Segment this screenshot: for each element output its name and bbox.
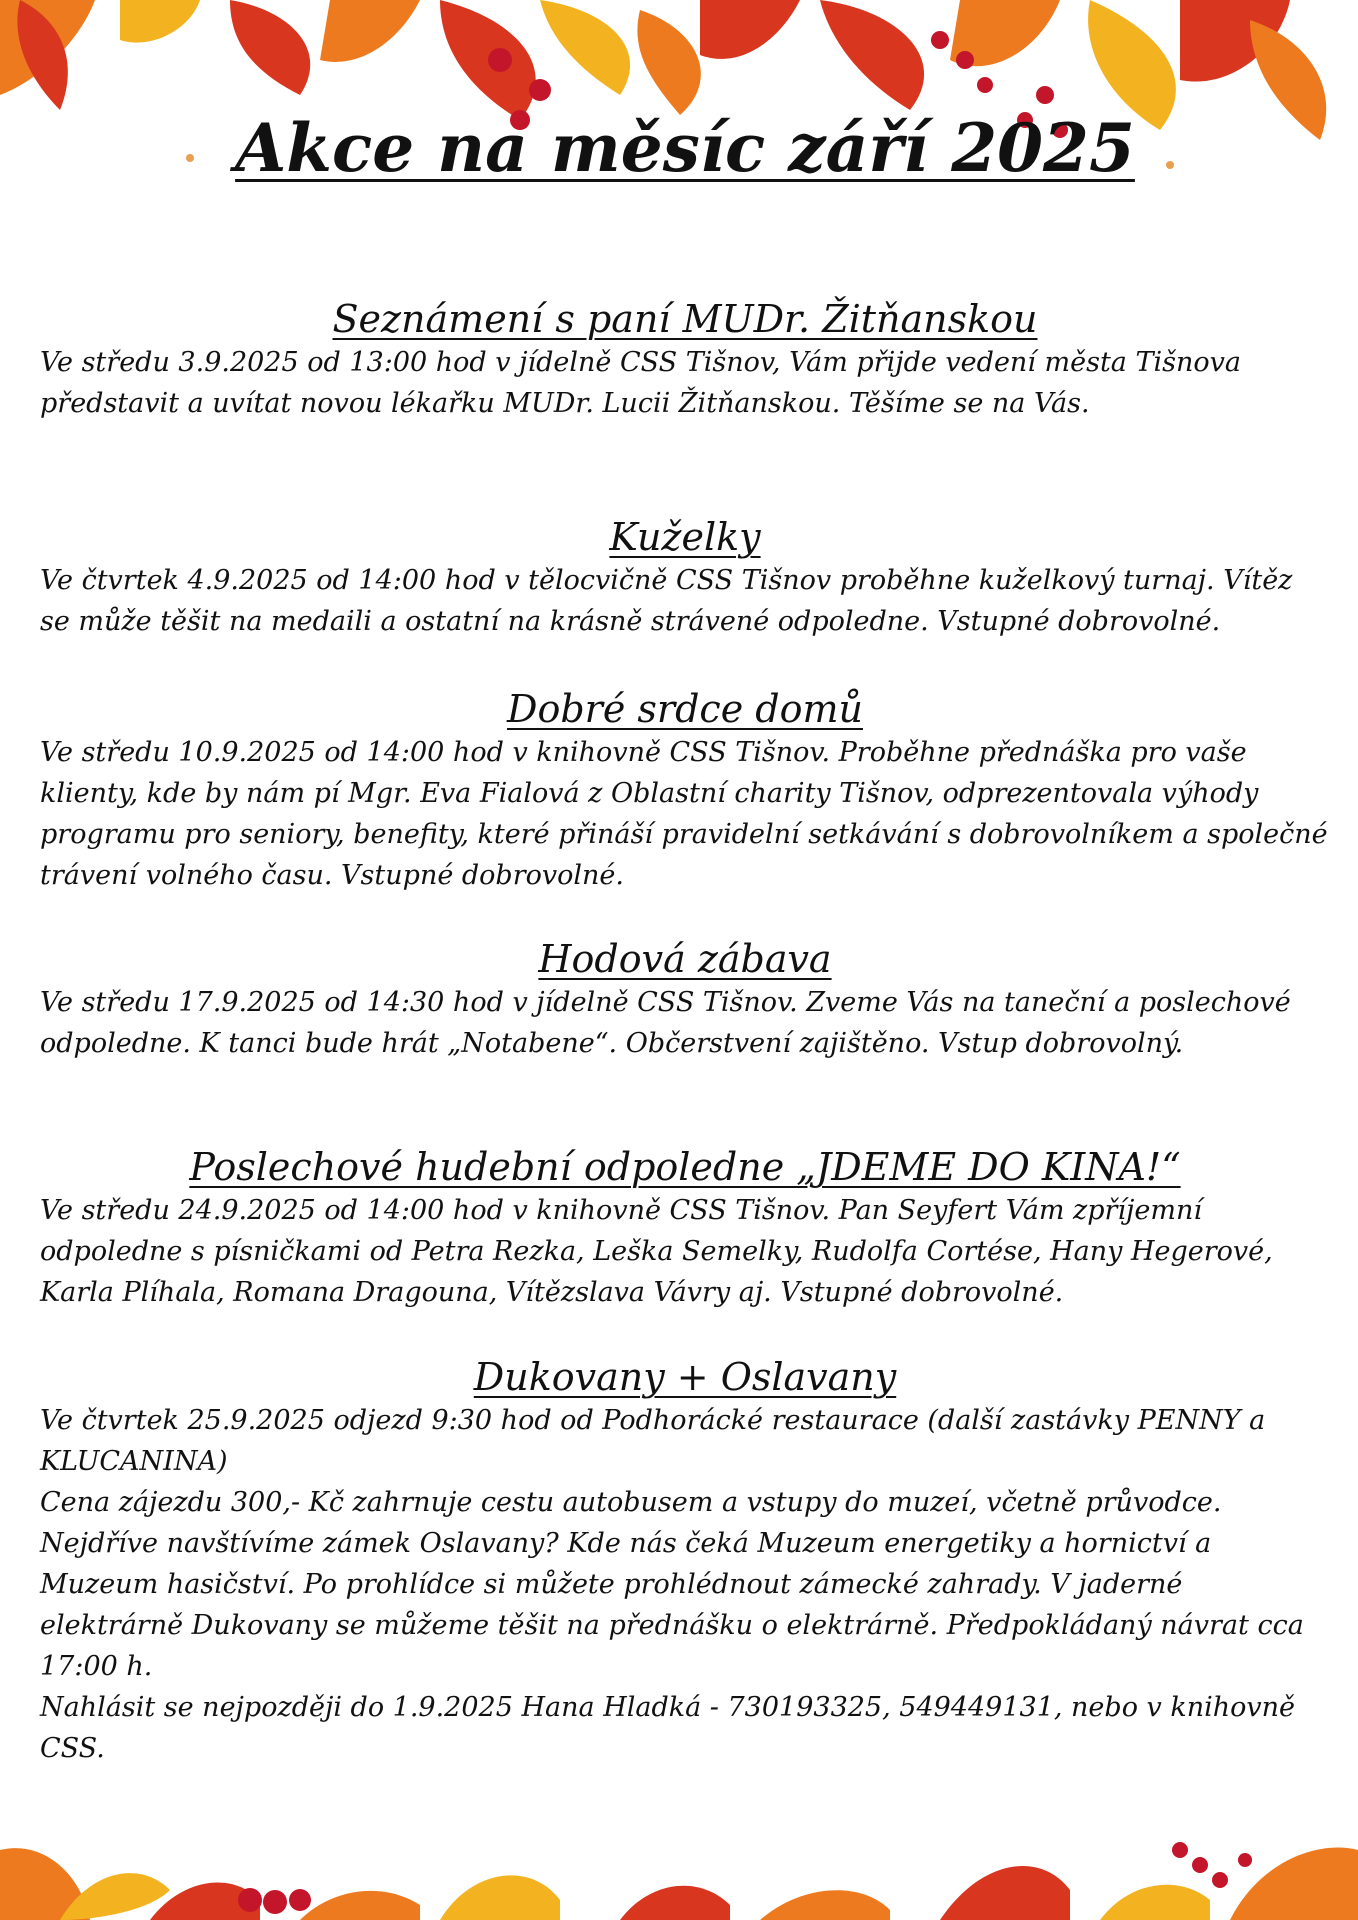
event-description: Cena zájezdu 300,- Kč zahrnuje cestu autobusem a vstupy do muzeí, včetně průvodce. Nejdříve navštívíme zámek Oslavany? Kde nás čeká Muzeum energetiky a hornictví a Muzeum hasičství. Po prohlídce si můžete prohlédnout zámecké zahrady. V jaderné elektrárně Dukovany se můžeme těšit na přednášku o elektrárně. Předpokládaný návrat cca 17:00 h.: [40, 1487, 1304, 1682]
event-description: Ve čtvrtek 25.9.2025 odjezd 9:30 hod od Podhorácké restaurace (další zastávky PENNY a KLUCANINA): [40, 1405, 1266, 1477]
event-section: [40, 514, 1330, 642]
autumn-leaves-bottom-border: [0, 1790, 1358, 1920]
event-heading: Dobré srdce domů: [507, 687, 863, 731]
event-section: [40, 686, 1330, 896]
event-description: Ve středu 24.9.2025 od 14:00 hod v knihovně CSS Tišnov. Pan Seyfert Vám zpříjemní odpoledne s písničkami od Petra Rezka, Leška Semelky, Rudolfa Cortése, Hany Hegerové, Karla Plíhala, Romana Dragouna, Vítězslava Vávry aj. Vstupné dobrovolné.: [40, 1195, 1273, 1308]
event-heading: Dukovany + Oslavany: [473, 1355, 897, 1399]
event-heading: Kuželky: [609, 515, 761, 559]
event-description: Nahlásit se nejpozději do 1.9.2025 Hana Hladká - 730193325, 549449131, nebo v knihovně CSS.: [40, 1692, 1296, 1764]
event-heading: Seznámení s paní MUDr. Žitňanskou: [332, 297, 1038, 341]
event-description: Ve středu 10.9.2025 od 14:00 hod v knihovně CSS Tišnov. Proběhne přednáška pro vaše klienty, kde by nám pí Mgr. Eva Fialová z Oblastní charity Tišnov, odprezentovala výhody programu pro seniory, benefity, které přináší pravidelní setkávání s dobrovolníkem a společné trávení volného času. Vstupné dobrovolné.: [40, 737, 1328, 891]
event-description: Ve středu 3.9.2025 od 13:00 hod v jídelně CSS Tišnov, Vám přijde vedení města Tišnova představit a uvítat novou lékařku MUDr. Lucii Žitňanskou. Těšíme se na Vás.: [40, 347, 1241, 419]
event-section: [40, 1354, 1330, 1769]
event-heading: Poslechové hudební odpoledne „JDEME DO KINA!“: [189, 1145, 1181, 1189]
event-section: [40, 1144, 1330, 1313]
event-heading: Hodová zábava: [538, 937, 832, 981]
event-section: [40, 936, 1330, 1064]
event-description: Ve čtvrtek 4.9.2025 od 14:00 hod v tělocvičně CSS Tišnov proběhne kuželkový turnaj. Vítěz se může těšit na medaili a ostatní na krásně strávené odpoledne. Vstupné dobrovolné.: [40, 565, 1293, 637]
event-section: [40, 296, 1330, 424]
event-description: Ve středu 17.9.2025 od 14:30 hod v jídelně CSS Tišnov. Zveme Vás na taneční a poslechové odpoledne. K tanci bude hrát „Notabene“. Občerstvení zajištěno. Vstup dobrovolný.: [40, 987, 1291, 1059]
page-title: Akce na měsíc září 2025: [235, 109, 1135, 187]
